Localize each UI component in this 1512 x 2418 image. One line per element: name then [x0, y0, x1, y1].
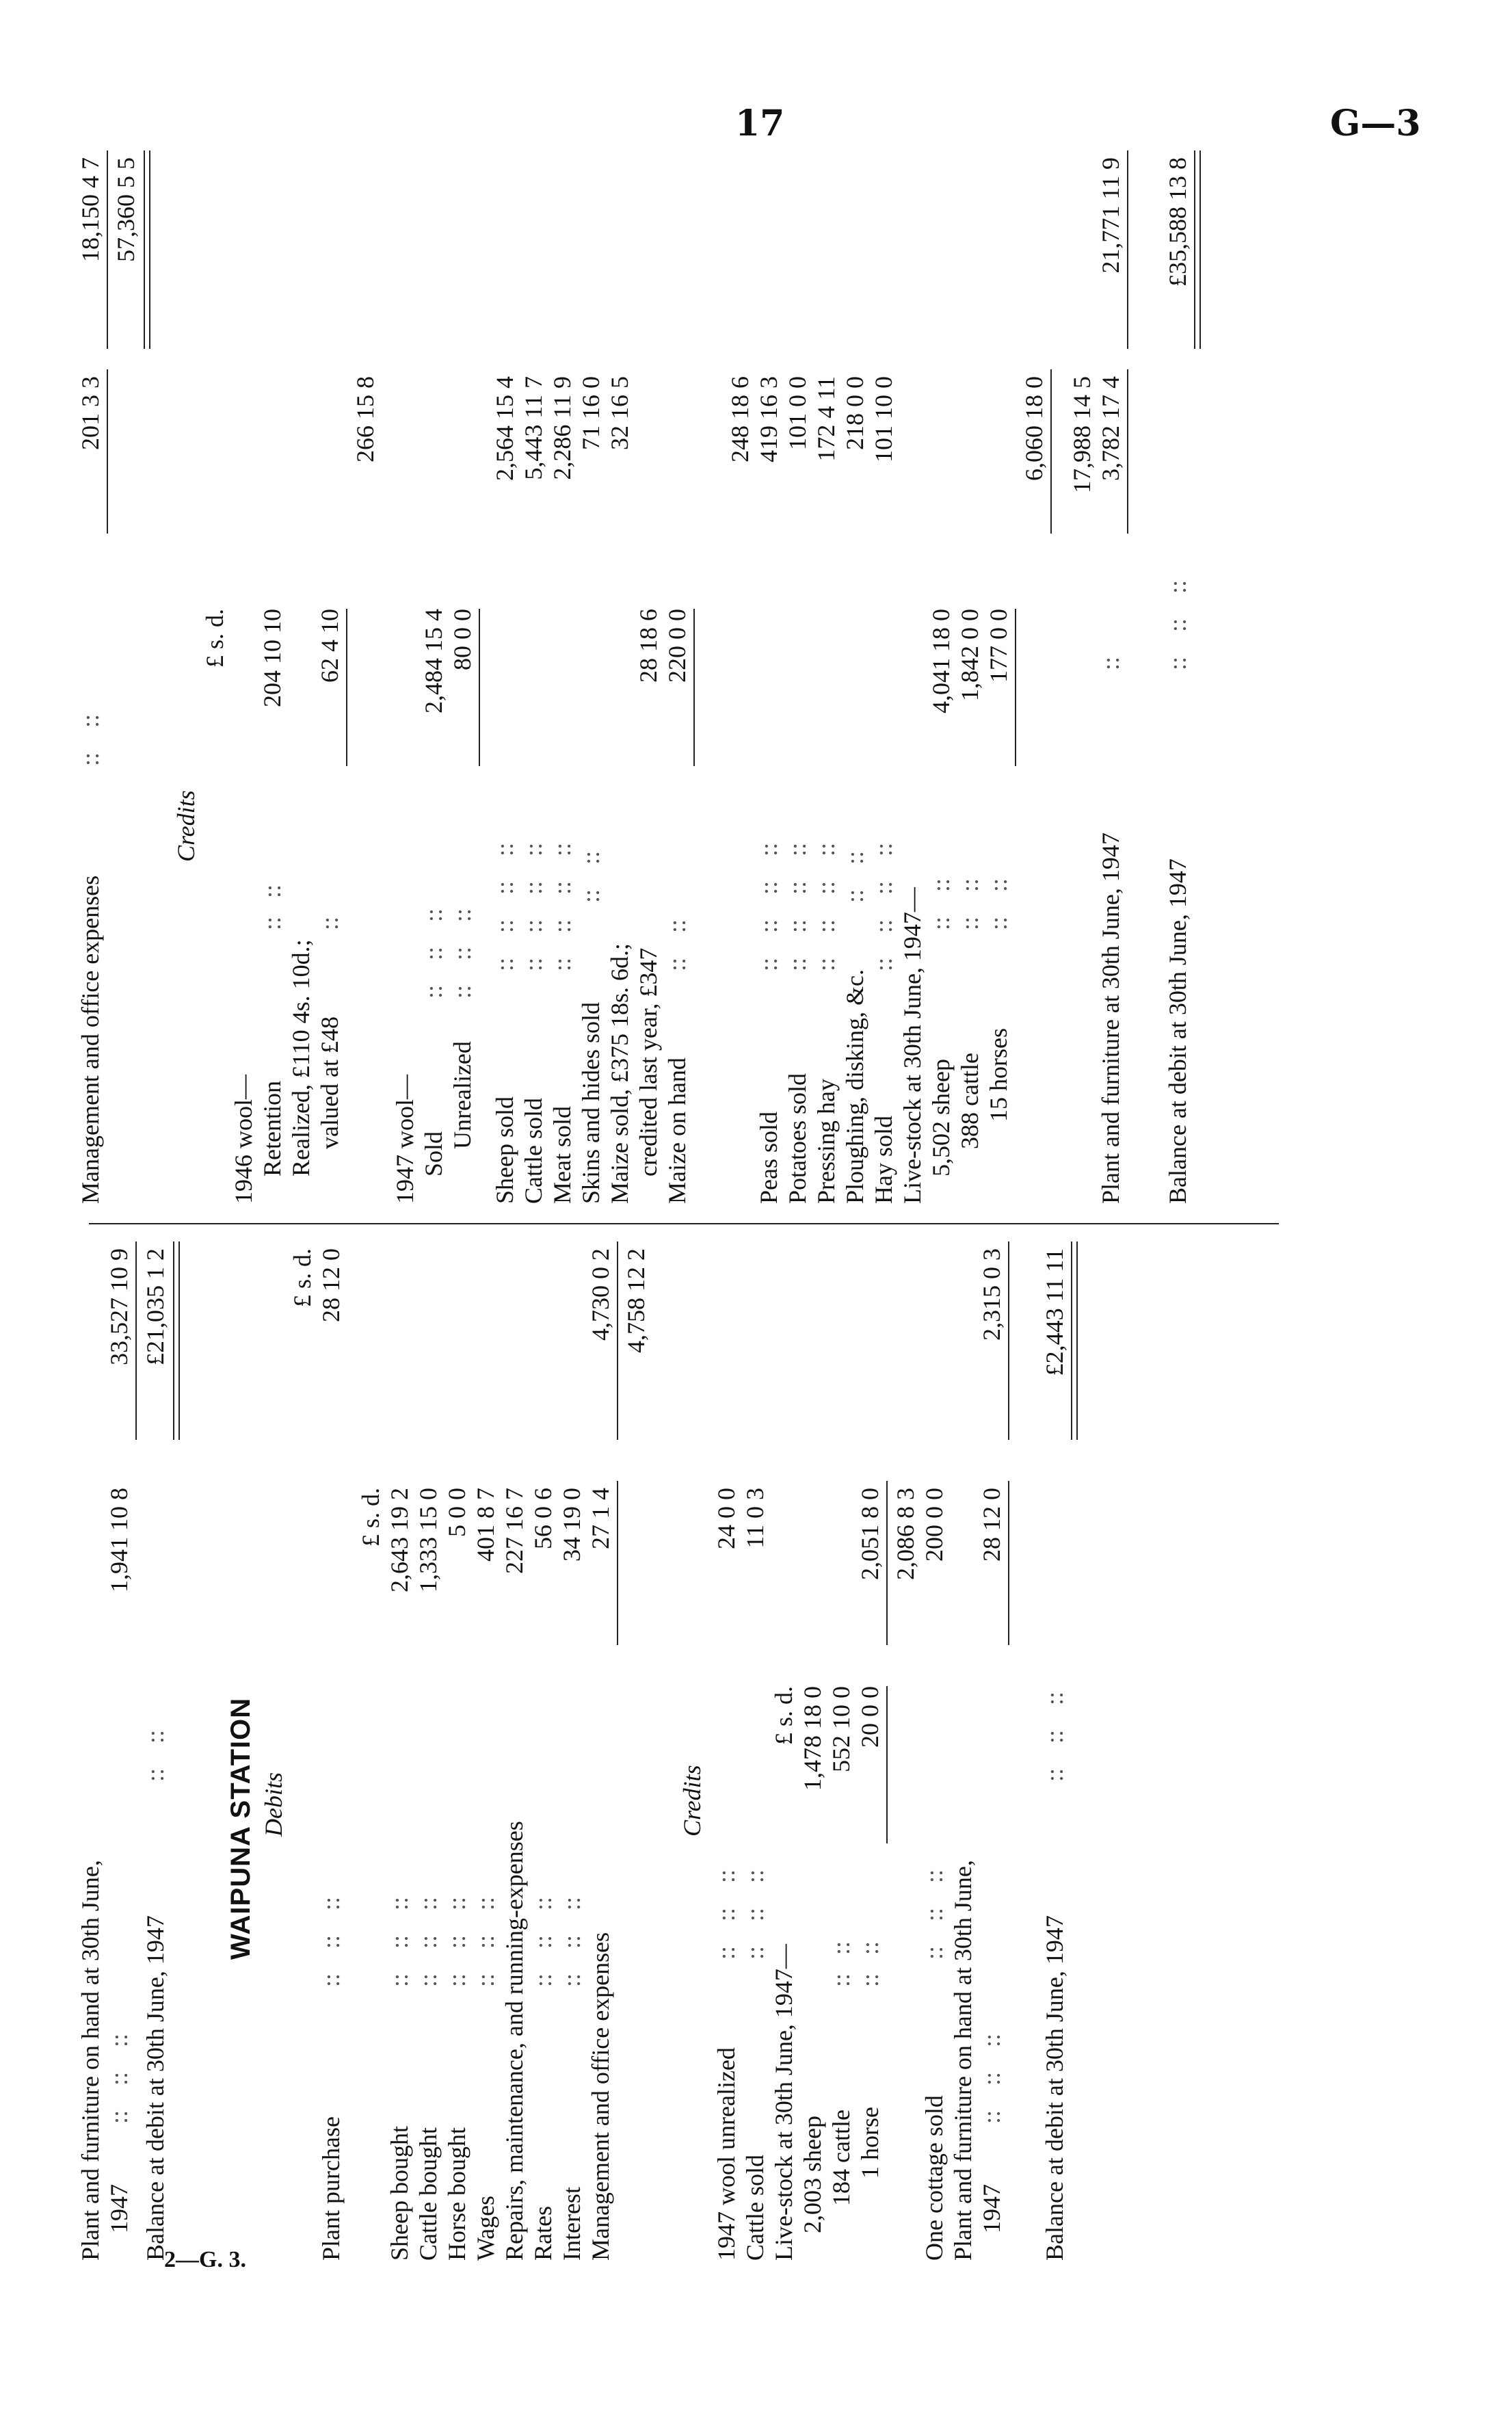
debit-amount: 1,333 15 0: [414, 1488, 442, 1592]
sale-amount: 172 4 11: [812, 376, 840, 462]
right-statement-panel: [0, 137, 1512, 1204]
right-balance-label: Balance at debit at 30th June, 1947: [1164, 858, 1191, 1204]
waipuna-currency-heading: £ s. d.: [289, 1248, 316, 1308]
sale-label: Pressing hay: [812, 1079, 840, 1204]
plant-purchase-label: Plant purchase: [317, 2116, 345, 2261]
maize-hand-label: Maize on hand: [663, 1057, 691, 1204]
debit-amount: 227 16 7: [501, 1488, 528, 1574]
sale-amount: 71 16 0: [577, 376, 605, 450]
debit-currency-heading: £ s. d.: [357, 1488, 384, 1547]
credits-subtotal-row: [890, 1221, 920, 2261]
waipuna-credits-total: 2,315 0 3: [978, 1248, 1005, 1341]
double-rule: [1071, 1241, 1078, 1440]
rule: [617, 1241, 618, 1440]
retention-row: Retention :: :: 204 10 10: [258, 609, 286, 1177]
livestock-label: 5,502 sheep: [927, 1059, 955, 1177]
sale-amount: 5,443 11 7: [520, 376, 547, 480]
livestock-amount: 4,041 18 0: [927, 609, 955, 713]
right-livestock-heading: Live-stock at 30th June, 1947—: [899, 887, 926, 1204]
rule: [135, 1241, 137, 1440]
rule: [479, 609, 480, 766]
right-plant-amount: 3,782 17 4: [1097, 376, 1124, 481]
table-row: 15 horses :: :: 177 0 0: [985, 609, 1012, 1122]
table-row: [585, 1221, 615, 2261]
wool-1947-label: 1947 wool—: [391, 1075, 419, 1204]
table-row: Pressing hay :: :: :: :: 172 4 11: [812, 376, 840, 1204]
livestock-currency: £ s. d.: [770, 1686, 797, 1746]
wool-1946-row: [228, 137, 258, 1204]
debit-amount: 27 1 4: [587, 1488, 614, 1549]
table-row: Ploughing, disking, &c. :: :: 218 0 0: [841, 376, 868, 1204]
right-livestock-heading-row: [897, 137, 927, 1204]
debit-label: Management and office expenses: [587, 1932, 614, 2261]
sale-amount: 101 10 0: [870, 376, 897, 462]
table-row: Potatoes sold :: :: :: :: 101 0 0: [784, 376, 811, 1204]
livestock-heading-row: [769, 1221, 799, 2261]
document-reference: G—3: [1330, 103, 1421, 144]
waipuna-plant-label: Plant and furniture on hand at 30th June,: [949, 1860, 977, 2261]
sale-amount: 2,286 11 9: [548, 376, 576, 480]
right-plant-label: Plant and furniture at 30th June, 1947: [1097, 832, 1124, 1204]
debit-amount: 56 0 6: [529, 1488, 557, 1549]
valued-row: valued at £48 :: 62 4 10: [316, 609, 343, 1149]
table-row: Interest :: :: :: 34 19 0: [558, 1488, 585, 2261]
debit-label: Sheep bought: [386, 2126, 413, 2261]
debit-label: Repairs, maintenance, and running-expenses: [501, 1821, 528, 2261]
valued-label: valued at £48: [316, 1016, 343, 1149]
sale-label: Sheep sold: [491, 1096, 518, 1204]
wool-unrealized-amount: 24 0 0: [713, 1488, 740, 1549]
mgmt-row: Management and office expenses :: :: 201 3 3 18,150 4 7: [77, 157, 104, 1204]
cattle-sold-row: Cattle sold :: :: :: 11 0 3: [741, 1488, 769, 2261]
table-row: [797, 1221, 827, 2261]
plant-on-hand-amount: 1,941 10 8: [105, 1488, 133, 1592]
table-row: Meat sold :: :: :: :: 2,286 11 9: [548, 376, 576, 1204]
rule: [1008, 1241, 1009, 1440]
sale-label: Skins and hides sold: [577, 1001, 605, 1204]
plant-on-hand-total: 33,527 10 9: [105, 1248, 133, 1365]
plant-on-hand-label: Plant and furniture on hand at 30th June,: [77, 1860, 104, 2261]
waipuna-balance-row: Balance at debit at 30th June, 1947 :: :: :: £2,443 11 11: [1041, 1248, 1068, 2261]
debit-label: Cattle bought: [414, 2127, 442, 2261]
retention-amount: 204 10 10: [258, 609, 286, 707]
waipuna-debits-total-row: [621, 1221, 651, 2261]
maize-hand-row: Maize on hand :: :: 220 0 0: [663, 609, 691, 1204]
table-row: Peas sold :: :: :: :: 419 16 3: [755, 376, 782, 1204]
rule: [1127, 369, 1128, 534]
debit-label: Interest: [558, 2187, 585, 2261]
debit-amount: 5 0 0: [443, 1488, 470, 1537]
rule: [107, 150, 108, 349]
waipuna-plant-year-row: 1947 :: :: :: 28 12 0 2,315 0 3: [978, 1248, 1005, 2233]
right-credits-total: 21,771 11 9: [1097, 157, 1124, 274]
livestock-label: 184 cattle: [827, 2110, 855, 2206]
realized-row: [286, 137, 316, 1204]
sale-amount: 218 0 0: [841, 376, 868, 450]
sale-label: Hay sold: [870, 1116, 897, 1204]
left-balance-row: Balance at debit at 30th June, 1947 :: ::: [142, 1729, 169, 2261]
table-row: Wages :: :: :: 401 8 7: [472, 1488, 499, 2261]
waipuna-balance-total: £2,443 11 11: [1041, 1248, 1068, 1376]
table-row: Skins and hides sold :: :: 71 16 0: [577, 376, 605, 1204]
mgmt-total: 18,150 4 7: [77, 157, 104, 262]
waipuna-station-title: WAIPUNA STATION: [226, 1697, 256, 1960]
wool-1947-unrealized-amount: 80 0 0: [449, 609, 476, 670]
maize-sold-row: [605, 137, 635, 1204]
realized-amount: 62 4 10: [316, 609, 343, 683]
rule: [1015, 609, 1016, 766]
table-row: 184 cattle :: :: 552 10 0: [827, 1686, 855, 2206]
maize-hand-amount: 220 0 0: [663, 609, 691, 683]
rule: [1050, 369, 1052, 534]
table-row: 1 horse :: :: 20 0 0 2,051 8 0: [856, 1488, 884, 2179]
waipuna-balance-label: Balance at debit at 30th June, 1947: [1041, 1915, 1068, 2261]
table-row: Sheep sold :: :: :: :: 2,564 15 4: [491, 376, 518, 1204]
wool-1946-label: 1946 wool—: [230, 1075, 257, 1204]
wool-unrealized-label: 1947 wool unrealized: [713, 2047, 740, 2261]
rule: [693, 609, 695, 766]
waipuna-currency-row: [287, 1221, 317, 2261]
plant-purchase-amount: 28 12 0: [317, 1248, 345, 1322]
sale-amount: 419 16 3: [755, 376, 782, 462]
rule: [1127, 150, 1128, 349]
sale-label: Ploughing, disking, &c.: [841, 969, 868, 1204]
wool-unrealized-row: 1947 wool unrealized :: :: :: 24 0 0: [713, 1488, 740, 2261]
left-balance-label: Balance at debit at 30th June, 1947: [142, 1915, 169, 2261]
cottage-label: One cottage sold: [920, 2095, 948, 2261]
cattle-sold-label: Cattle sold: [741, 2155, 769, 2261]
livestock-label: 2,003 sheep: [799, 2116, 826, 2233]
livestock-total: 2,051 8 0: [856, 1488, 884, 1580]
debits-sum: 4,730 0 2: [587, 1248, 614, 1341]
plant-on-hand-year-row: 1947 :: :: :: 1,941 10 8 33,527 10 9: [105, 1248, 133, 2233]
rule: [1008, 1481, 1009, 1645]
waipuna-debits-heading: Debits: [260, 1772, 287, 1837]
page-number: 17: [735, 103, 785, 144]
cattle-sold-amount: 11 0 3: [741, 1488, 769, 1549]
maize-line-amount: 32 16 5: [606, 376, 633, 450]
debit-label: Rates: [529, 2206, 557, 2261]
maize-total: 248 18 6: [726, 376, 754, 462]
livestock-heading: Live-stock at 30th June, 1947—: [770, 1944, 797, 2261]
table-row: 388 cattle :: :: 1,842 0 0: [956, 609, 983, 1149]
right-credits-heading: Credits: [172, 790, 200, 862]
right-currency-row: [200, 137, 230, 1204]
double-rule: [1194, 150, 1201, 349]
wool-1946-total-row: [350, 137, 380, 1204]
right-balance-row: Balance at debit at 30th June, 1947 :: :: :: £35,588 13 8: [1164, 157, 1191, 1204]
debit-amount: 34 19 0: [558, 1488, 585, 1562]
maize-total-row: [725, 137, 755, 1204]
double-rule: [144, 150, 150, 349]
waipuna-debit-currency-row: [356, 1221, 386, 2261]
waipuna-plant-purchase-row: Plant purchase :: :: :: 28 12 0: [317, 1248, 345, 2261]
sale-label: Meat sold: [548, 1106, 576, 1204]
livestock-amount: 20 0 0: [856, 1686, 884, 1748]
realized-label: Realized, £110 4s. 10d.;: [287, 939, 315, 1177]
waipuna-plant-row: [948, 1221, 978, 2261]
debit-label: Horse bought: [443, 2127, 470, 2261]
livestock-label: 388 cattle: [956, 1053, 983, 1149]
table-row: Sheep bought :: :: :: 2,643 19 2: [386, 1488, 413, 2261]
sale-label: Cattle sold: [520, 1098, 547, 1204]
left-debits-total: £21,035 1 2: [142, 1248, 169, 1365]
right-livestock-total: 6,060 18 0: [1020, 376, 1048, 481]
plant-on-hand-year: 1947: [105, 2184, 133, 2233]
debit-label: Wages: [472, 2195, 499, 2261]
table-row: Horse bought :: :: :: 5 0 0: [443, 1488, 470, 2261]
rule: [886, 1686, 888, 1843]
wool-1947-unrealized-label: Unrealized: [449, 1041, 476, 1149]
rule: [886, 1481, 888, 1645]
right-debits-total-row: [111, 137, 141, 1204]
debit-amount: 401 8 7: [472, 1488, 499, 1562]
rule: [617, 1481, 618, 1645]
right-credits-sum: 17,988 14 5: [1068, 376, 1096, 493]
maize-credited-label: credited last year, £347: [635, 947, 662, 1177]
livestock-amount: 1,478 18 0: [799, 1686, 826, 1791]
livestock-amount: 1,842 0 0: [956, 609, 983, 701]
left-statement-panel: [0, 1221, 1512, 2261]
right-debits-total: 57,360 5 5: [112, 157, 140, 262]
wool-unrealized-row: Unrealized :: :: :: 80 0 0: [449, 609, 476, 1149]
sale-amount: 2,564 15 4: [491, 376, 518, 481]
livestock-amount: 177 0 0: [985, 609, 1012, 683]
cottage-amount: 200 0 0: [920, 1488, 948, 1562]
livestock-label: 15 horses: [985, 1028, 1012, 1122]
right-livestock-total-row: [1019, 137, 1049, 1204]
table-row: Cattle sold :: :: :: :: 5,443 11 7: [520, 376, 547, 1204]
wool-1947-row: [390, 137, 420, 1204]
maize-credited-row: [633, 137, 663, 1204]
debit-amount: 2,643 19 2: [386, 1488, 413, 1592]
waipuna-credits-heading: Credits: [678, 1765, 706, 1837]
table-row: Cattle bought :: :: :: 1,333 15 0: [414, 1488, 442, 2261]
table-row: [499, 1221, 529, 2261]
wool-sold-row: Sold :: :: :: 2,484 15 4: [420, 609, 447, 1177]
sale-label: Potatoes sold: [784, 1073, 811, 1204]
sale-label: Peas sold: [755, 1112, 782, 1204]
sheet-signature: 2—G. 3.: [164, 2247, 246, 2272]
table-row: 5,502 sheep :: :: 4,041 18 0: [927, 609, 955, 1177]
double-rule: [173, 1241, 180, 1440]
table-row: Rates :: :: :: 56 0 6: [529, 1488, 557, 2261]
wool-sold-amount: 2,484 15 4: [420, 609, 447, 713]
wool-1946-total: 266 15 8: [352, 376, 379, 462]
cottage-row: One cottage sold :: :: :: 200 0 0: [920, 1488, 948, 2261]
credits-sum-row: [1067, 137, 1097, 1204]
plant-on-hand-row: [75, 1221, 105, 2261]
rule: [346, 609, 347, 766]
right-balance-total: £35,588 13 8: [1164, 157, 1191, 287]
livestock-label: 1 horse: [856, 2107, 884, 2179]
waipuna-plant-year: 1947: [978, 2184, 1005, 2233]
table-row: Hay sold :: :: :: :: 101 10 0: [870, 376, 897, 1204]
mgmt-amount: 201 3 3: [77, 376, 104, 450]
maize-sold-amount: 28 18 6: [635, 609, 662, 683]
right-plant-row: Plant and furniture at 30th June, 1947 :: 3,782 17 4 21,771 11 9: [1097, 157, 1124, 1204]
waipuna-debits-total: 4,758 12 2: [622, 1248, 650, 1353]
sale-amount: 101 0 0: [784, 376, 811, 450]
mgmt-label: Management and office expenses: [77, 875, 104, 1204]
rule: [107, 369, 108, 534]
livestock-amount: 552 10 0: [827, 1686, 855, 1772]
maize-sold-label: Maize sold, £375 18s. 6d.;: [606, 943, 633, 1204]
waipuna-plant-amount: 28 12 0: [978, 1488, 1005, 1562]
right-currency-heading: £ s. d.: [201, 609, 228, 668]
retention-label: Retention: [258, 1081, 286, 1177]
wool-sold-label: Sold: [420, 1131, 447, 1177]
credits-subtotal: 2,086 8 3: [892, 1488, 919, 1580]
